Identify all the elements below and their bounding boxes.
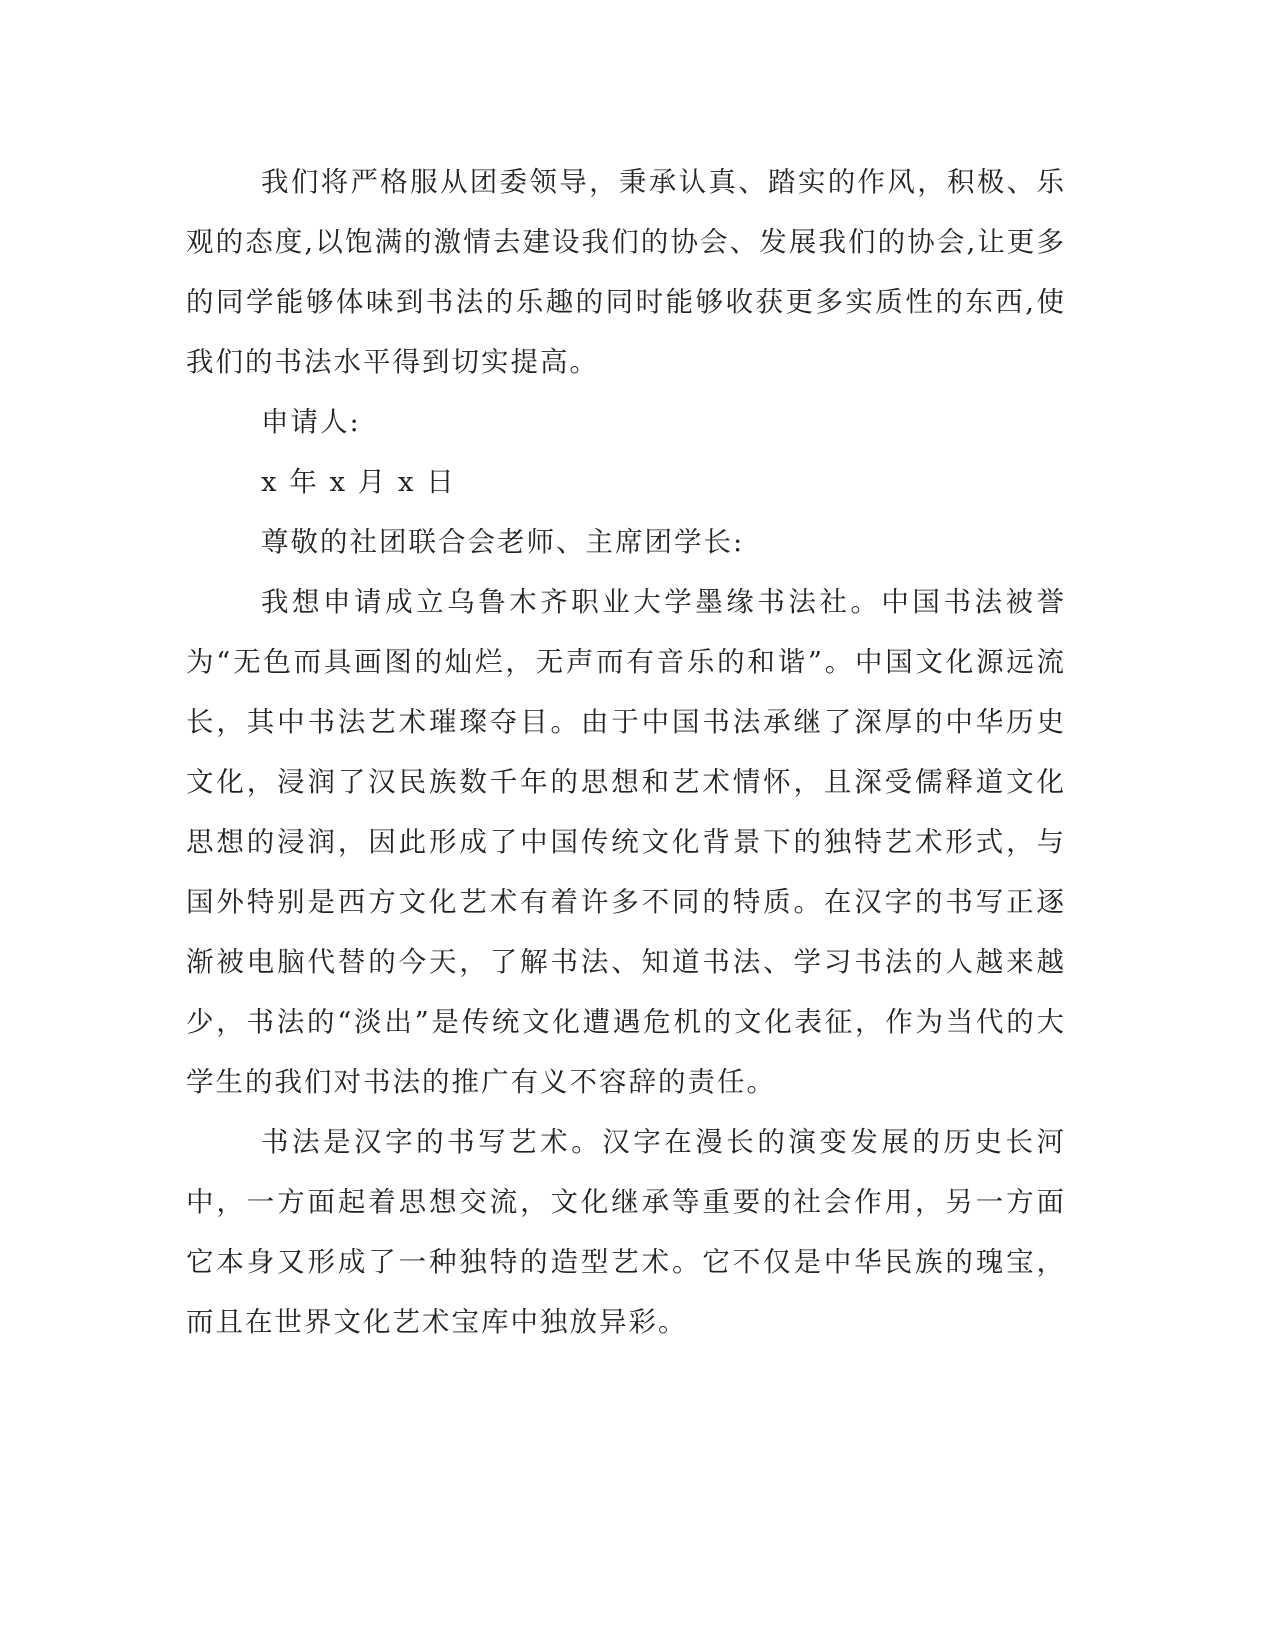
paragraph-calligraphy: 书法是汉字的书写艺术。汉字在漫长的演变发展的历史长河中，一方面起着思想交流，文化继承等重要的社会作用，另一方面它本身又形成了一种独特的造型艺术。它不仅是中华民族的瑰宝，而且在世界文化艺术宝库中独放异彩。 — [186, 1126, 1066, 1338]
paragraph-commitment: 我们将严格服从团委领导，秉承认真、踏实的作风，积极、乐观的态度,以饱满的激情去建设我们的协会、发展我们的协会,让更多的同学能够体味到书法的乐趣的同时能够收获更多实质性的东西,使我们的书法水平得到切实提高。 — [186, 166, 1066, 378]
applicant-label: 申请人: — [261, 406, 361, 438]
salutation: 尊敬的社团联合会老师、主席团学长: — [261, 526, 745, 558]
date-line: x 年 x 月 x 日 — [261, 466, 456, 498]
document-page — [186, 152, 1066, 1352]
paragraph-application: 我想申请成立乌鲁木齐职业大学墨缘书法社。中国书法被誉为“无色而具画图的灿烂，无声而有音乐的和谐”。中国文化源远流长，其中书法艺术璀璨夺目。由于中国书法承继了深厚的中华历史文化，浸润了汉民族数千年的思想和艺术情怀，且深受儒释道文化思想的浸润，因此形成了中国传统文化背景下的独特艺术形式，与国外特别是西方文化艺术有着许多不同的特质。在汉字的书写正逐渐被电脑代替的今天，了解书法、知道书法、学习书法的人越来越少，书法的“淡出”是传统文化遭遇危机的文化表征，作为当代的大学生的我们对书法的推广有义不容辞的责任。 — [186, 586, 1066, 1098]
